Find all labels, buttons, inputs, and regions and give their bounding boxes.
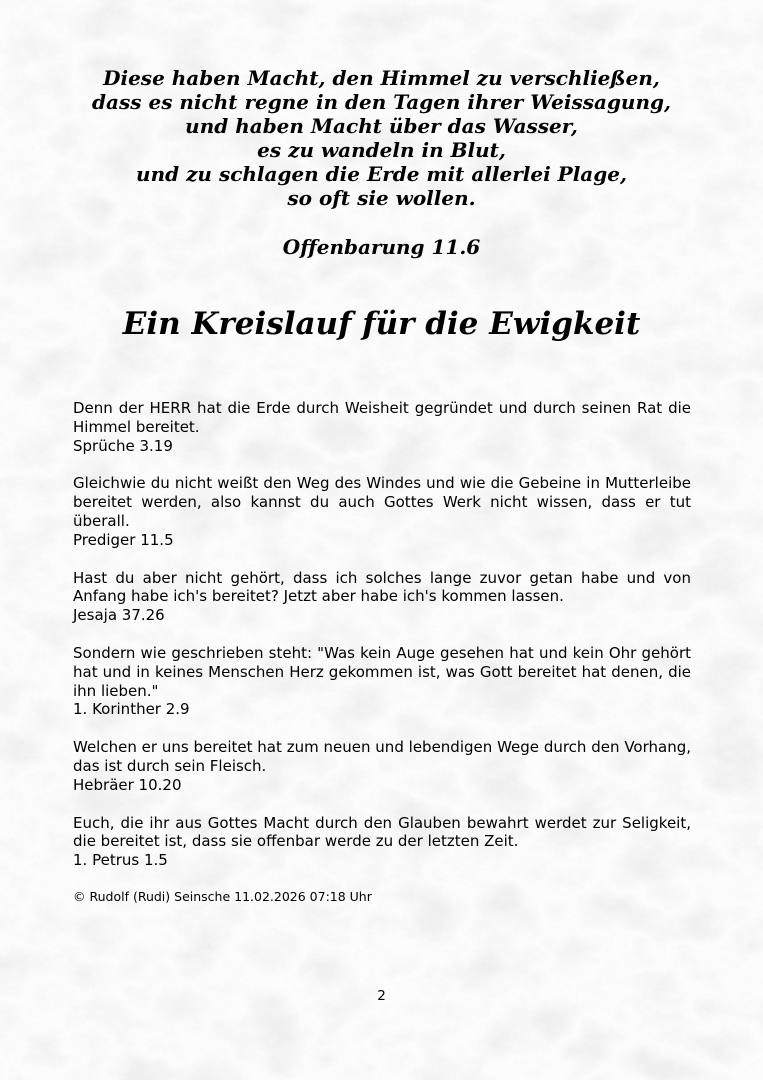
verse-reference: Prediger 11.5	[73, 530, 174, 549]
verse-reference: Sprüche 3.19	[73, 436, 173, 455]
epigraph-line: so oft sie wollen.	[287, 186, 476, 210]
verse-text: Welchen er uns bereitet hat zum neuen und lebendigen Wege durch den Vorhang, das ist durch sein Fleisch.	[73, 738, 691, 775]
verse-paragraph	[73, 399, 691, 455]
epigraph-line: dass es nicht regne in den Tagen ihrer Weissagung,	[92, 90, 671, 114]
verse-reference: Jesaja 37.26	[73, 606, 165, 625]
verse-paragraph	[73, 738, 691, 794]
verse-text: Hast du aber nicht gehört, dass ich solches lange zuvor getan habe und von Anfang habe ich's bereitet? Jetzt aber habe ich's kommen lassen.	[73, 568, 691, 606]
verse-reference: 1. Petrus 1.5	[73, 851, 168, 870]
copyright-line: © Rudolf (Rudi) Seinsche 11.02.2026 07:18 Uhr	[73, 888, 372, 904]
epigraph-line: und haben Macht über das Wasser,	[185, 114, 578, 138]
verse-reference: Hebräer 10.20	[73, 775, 182, 794]
verse-paragraph	[73, 814, 691, 870]
verse-paragraph	[73, 569, 691, 625]
verse-text: Gleichwie du nicht weißt den Weg des Windes und wie die Gebeine in Mutterleibe bereitet werden, also kannst du auch Gottes Werk nicht wissen, dass er tut überall.	[73, 474, 691, 530]
verse-text: Sondern wie geschrieben steht: "Was kein Auge gesehen hat und kein Ohr gehört hat und in keines Menschen Herz gekommen ist, was Gott bereitet hat denen, die ihn lieben."	[73, 643, 691, 700]
page-number: 2	[377, 988, 386, 1004]
epigraph-quote	[0, 0, 763, 210]
verse-reference: 1. Korinther 2.9	[73, 700, 190, 719]
epigraph-line: es zu wandeln in Blut,	[257, 138, 506, 162]
epigraph-reference: Offenbarung 11.6	[282, 235, 481, 259]
verse-paragraph	[73, 474, 691, 549]
verse-text: Denn der HERR hat die Erde durch Weisheit gegründet und durch seinen Rat die Himmel bereitet.	[73, 399, 691, 436]
verses-block	[73, 399, 691, 905]
verse-paragraph	[73, 644, 691, 719]
page-title: Ein Kreislauf für die Ewigkeit	[122, 306, 641, 342]
epigraph-line: Diese haben Macht, den Himmel zu verschließen,	[103, 66, 660, 90]
verse-text: Euch, die ihr aus Gottes Macht durch den Glauben bewahrt werdet zur Seligkeit, die bereitet ist, dass sie offenbar werde zu der letzten Zeit.	[73, 813, 691, 851]
epigraph-line: und zu schlagen die Erde mit allerlei Plage,	[136, 162, 627, 186]
